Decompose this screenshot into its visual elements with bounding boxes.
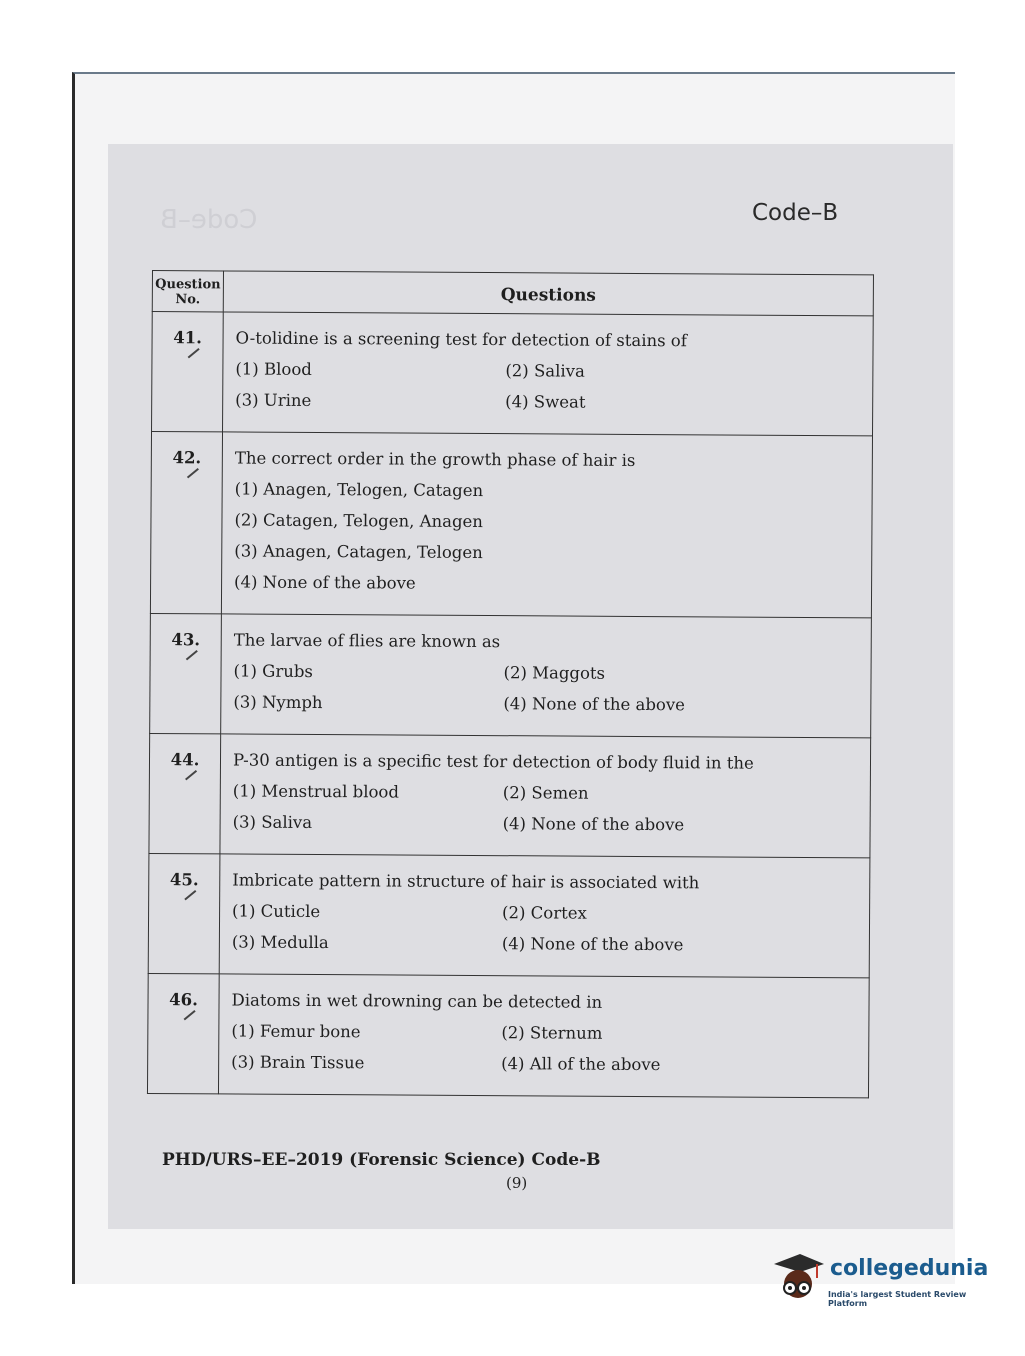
question-stem: Imbricate pattern in structure of hair is associated with: [232, 870, 700, 893]
question-stem: The correct order in the growth phase of hair is: [234, 448, 636, 470]
option-row: [233, 813, 860, 836]
option-row: [233, 693, 860, 716]
question-content: [221, 614, 872, 738]
option-row: [232, 933, 859, 956]
answer-option: (3) Urine: [235, 390, 312, 410]
pen-tick-mark: [184, 890, 196, 900]
question-row: [148, 853, 870, 977]
question-stem: Diatoms in wet drowning can be detected in: [231, 990, 603, 1012]
answer-option: (4) None of the above: [502, 814, 685, 835]
logo-tagline: India's largest Student Review Platform: [828, 1290, 967, 1308]
question-number-text: 43.: [171, 630, 201, 650]
question-number: [150, 432, 222, 614]
question-content: [223, 312, 874, 436]
answer-option: (4) Sweat: [505, 392, 586, 412]
answer-option: (2) Maggots: [503, 663, 606, 683]
question-number-text: 41.: [173, 328, 203, 348]
option-row: [233, 782, 860, 805]
footer-title: PHD/URS–EE–2019 (Forensic Science) Code-B: [162, 1150, 601, 1170]
question-content: [218, 974, 869, 1098]
answer-option: (2) Saliva: [505, 361, 585, 381]
option-row: [235, 360, 862, 383]
pen-tick-mark: [188, 348, 200, 358]
question-row: [147, 973, 869, 1097]
answer-option: (3) Anagen, Catagen, Telogen: [234, 541, 483, 563]
question-row: [149, 733, 871, 857]
answer-option: (3) Nymph: [233, 692, 323, 713]
answer-option: (1) Anagen, Telogen, Catagen: [234, 479, 484, 501]
page-number: (9): [506, 1174, 528, 1192]
question-number: [150, 613, 222, 733]
answer-option: (4) None of the above: [234, 572, 416, 593]
answer-option: (2) Cortex: [502, 903, 587, 923]
logo-wordmark: collegedunia: [830, 1256, 989, 1281]
answer-option: (2) Catagen, Telogen, Anagen: [234, 510, 483, 532]
question-number: [149, 733, 221, 853]
answer-option: (4) None of the above: [501, 934, 684, 955]
column-header-questions: Questions: [223, 271, 873, 316]
answer-option: (4) All of the above: [501, 1054, 661, 1075]
question-row: [152, 312, 874, 436]
option-row: [233, 662, 860, 685]
answer-option: (1) Blood: [235, 359, 312, 379]
question-stem: O-tolidine is a screening test for detection of stains of: [235, 328, 687, 351]
bleed-through-code: Code–B: [160, 205, 258, 235]
pen-tick-mark: [184, 1010, 196, 1020]
answer-option: (2) Sternum: [501, 1023, 603, 1043]
option-row: [235, 391, 862, 414]
answer-option: (1) Grubs: [233, 661, 313, 681]
answer-option: (3) Saliva: [232, 812, 313, 832]
option-row: [232, 902, 859, 925]
question-row: [150, 613, 872, 737]
answer-option: (3) Medulla: [231, 932, 329, 953]
answer-option: (3) Brain Tissue: [231, 1052, 365, 1073]
answer-option: (2) Semen: [502, 783, 589, 803]
question-content: [219, 854, 870, 978]
answer-option: (1) Cuticle: [232, 901, 321, 922]
brand-logo: [770, 1250, 1000, 1310]
questions-table: [147, 270, 874, 1098]
question-row: [150, 432, 872, 618]
question-stem: The larvae of flies are known as: [233, 630, 501, 652]
question-number: [147, 973, 219, 1093]
column-header-question-no: Question No.: [152, 271, 223, 312]
question-number-text: 45.: [169, 870, 199, 890]
question-stem: P-30 antigen is a specific test for detection of body fluid in the: [232, 750, 754, 773]
graduate-mascot-icon: [770, 1250, 826, 1308]
pen-tick-mark: [185, 770, 197, 780]
question-content: [220, 734, 871, 858]
option-row: [231, 1052, 858, 1075]
answer-option: (4) None of the above: [503, 694, 686, 715]
question-number: [148, 853, 220, 973]
question-number-text: 42.: [172, 448, 202, 468]
question-content: [221, 432, 872, 618]
pen-tick-mark: [187, 468, 199, 478]
question-number: [152, 312, 224, 432]
answer-option: (1) Menstrual blood: [232, 781, 400, 802]
paper-code: Code–B: [752, 200, 839, 226]
question-number-text: 46.: [169, 990, 198, 1010]
option-row: [231, 1021, 858, 1044]
answer-option: (1) Femur bone: [231, 1021, 361, 1042]
pen-tick-mark: [186, 650, 198, 660]
question-number-text: 44.: [170, 750, 200, 770]
